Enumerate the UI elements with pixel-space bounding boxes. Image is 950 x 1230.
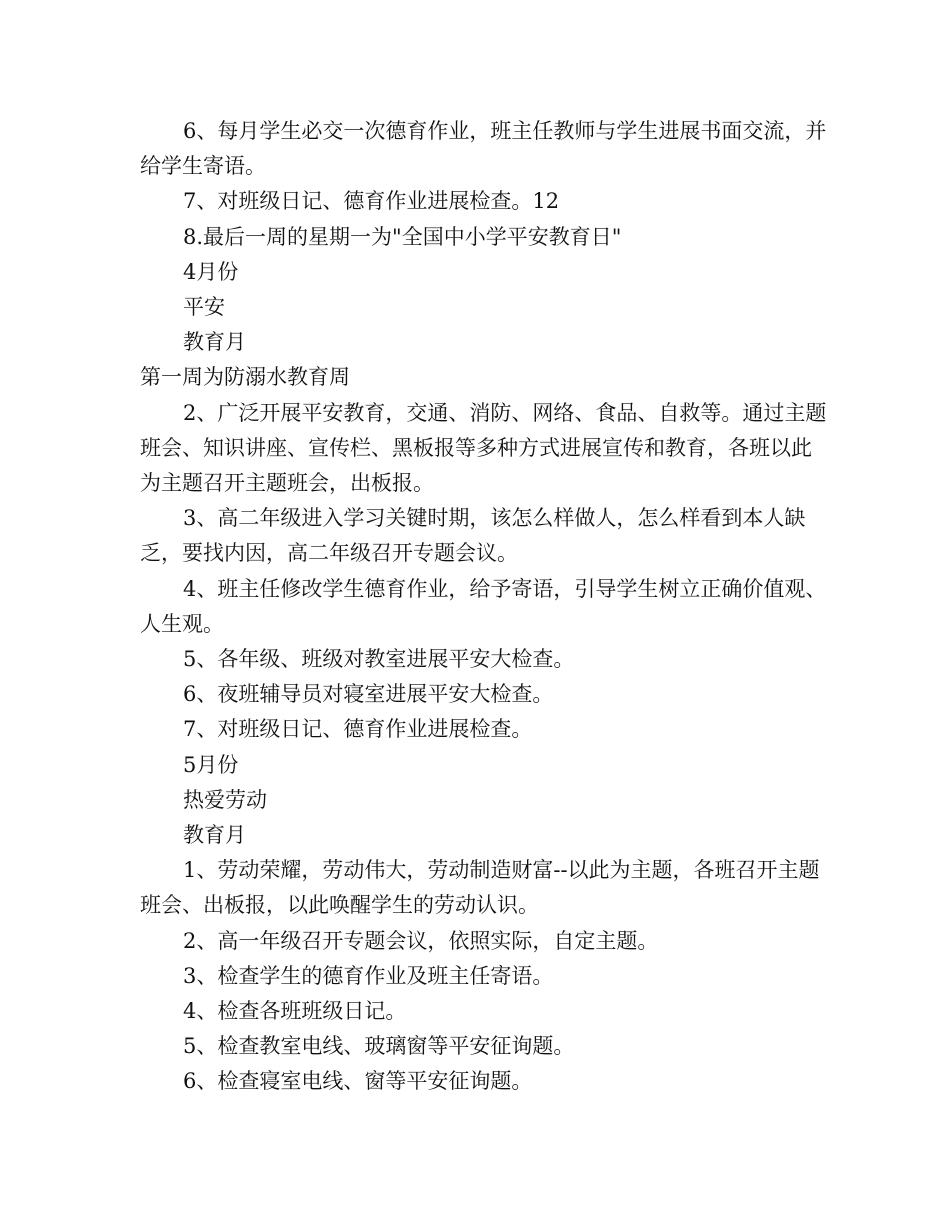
paragraph-item-2-safety-education: 2、广泛开展平安教育，交通、消防、网络、食品、自救等。通过主题班会、知识讲座、宣传栏、黑板报等多种方式进展宣传和教育，各班以此为主题召开主题班会，出板报。 — [140, 400, 827, 496]
month-heading-may: 5月份 — [183, 752, 239, 777]
theme-heading-education-month-may: 教育月 — [183, 823, 246, 848]
paragraph-item-2-grade-one-meeting: 2、高一年级召开专题会议，依照实际，自定主题。 — [183, 928, 659, 953]
paragraph-item-3-check-homework: 3、检查学生的德育作业及班主任寄语。 — [183, 963, 554, 988]
theme-heading-safety: 平安 — [183, 295, 225, 320]
paragraph-item-3-grade-two: 3、高二年级进入学习关键时期，该怎么样做人，怎么样看到本人缺乏，要找内因，高二年级召开专题会议。 — [140, 506, 806, 566]
paragraph-item-5-classroom-inspection: 5、各年级、班级对教室进展平安大检查。 — [183, 647, 575, 672]
week-one-drowning-prevention: 第一周为防溺水教育周 — [140, 365, 350, 390]
paragraph-item-6-dorm-inspection: 6、夜班辅导员对寝室进展平安大检查。 — [183, 682, 554, 707]
paragraph-item-5-check-classroom-wiring: 5、检查教室电线、玻璃窗等平安征询题。 — [183, 1034, 575, 1059]
paragraph-item-4-check-class-diary: 4、检查各班班级日记。 — [183, 999, 407, 1024]
paragraph-item-7-check-diary-april: 7、对班级日记、德育作业进展检查。 — [183, 717, 533, 742]
theme-heading-labor: 热爱劳动 — [183, 787, 267, 812]
paragraph-item-6-check-dorm-wiring: 6、检查寝室电线、窗等平安征询题。 — [183, 1069, 533, 1094]
paragraph-item-4-teacher-review: 4、班主任修改学生德育作业，给予寄语，引导学生树立正确价值观、人生观。 — [140, 576, 827, 636]
paragraph-item-7-check-diary: 7、对班级日记、德育作业进展检查。12 — [183, 189, 560, 214]
paragraph-item-8-safety-day: 8.最后一周的星期一为"全国中小学平安教育日" — [183, 224, 622, 249]
month-heading-april: 4月份 — [183, 259, 239, 284]
paragraph-item-1-labor-theme: 1、劳动荣耀，劳动伟大，劳动制造财富--以此为主题，各班召开主题班会、出板报，以此唤醒学生的劳动认识。 — [140, 858, 820, 918]
paragraph-item-6-weekly-homework: 6、每月学生必交一次德育作业，班主任教师与学生进展书面交流，并给学生寄语。 — [140, 119, 827, 179]
document-body — [140, 114, 830, 1100]
theme-heading-education-month: 教育月 — [183, 330, 246, 355]
